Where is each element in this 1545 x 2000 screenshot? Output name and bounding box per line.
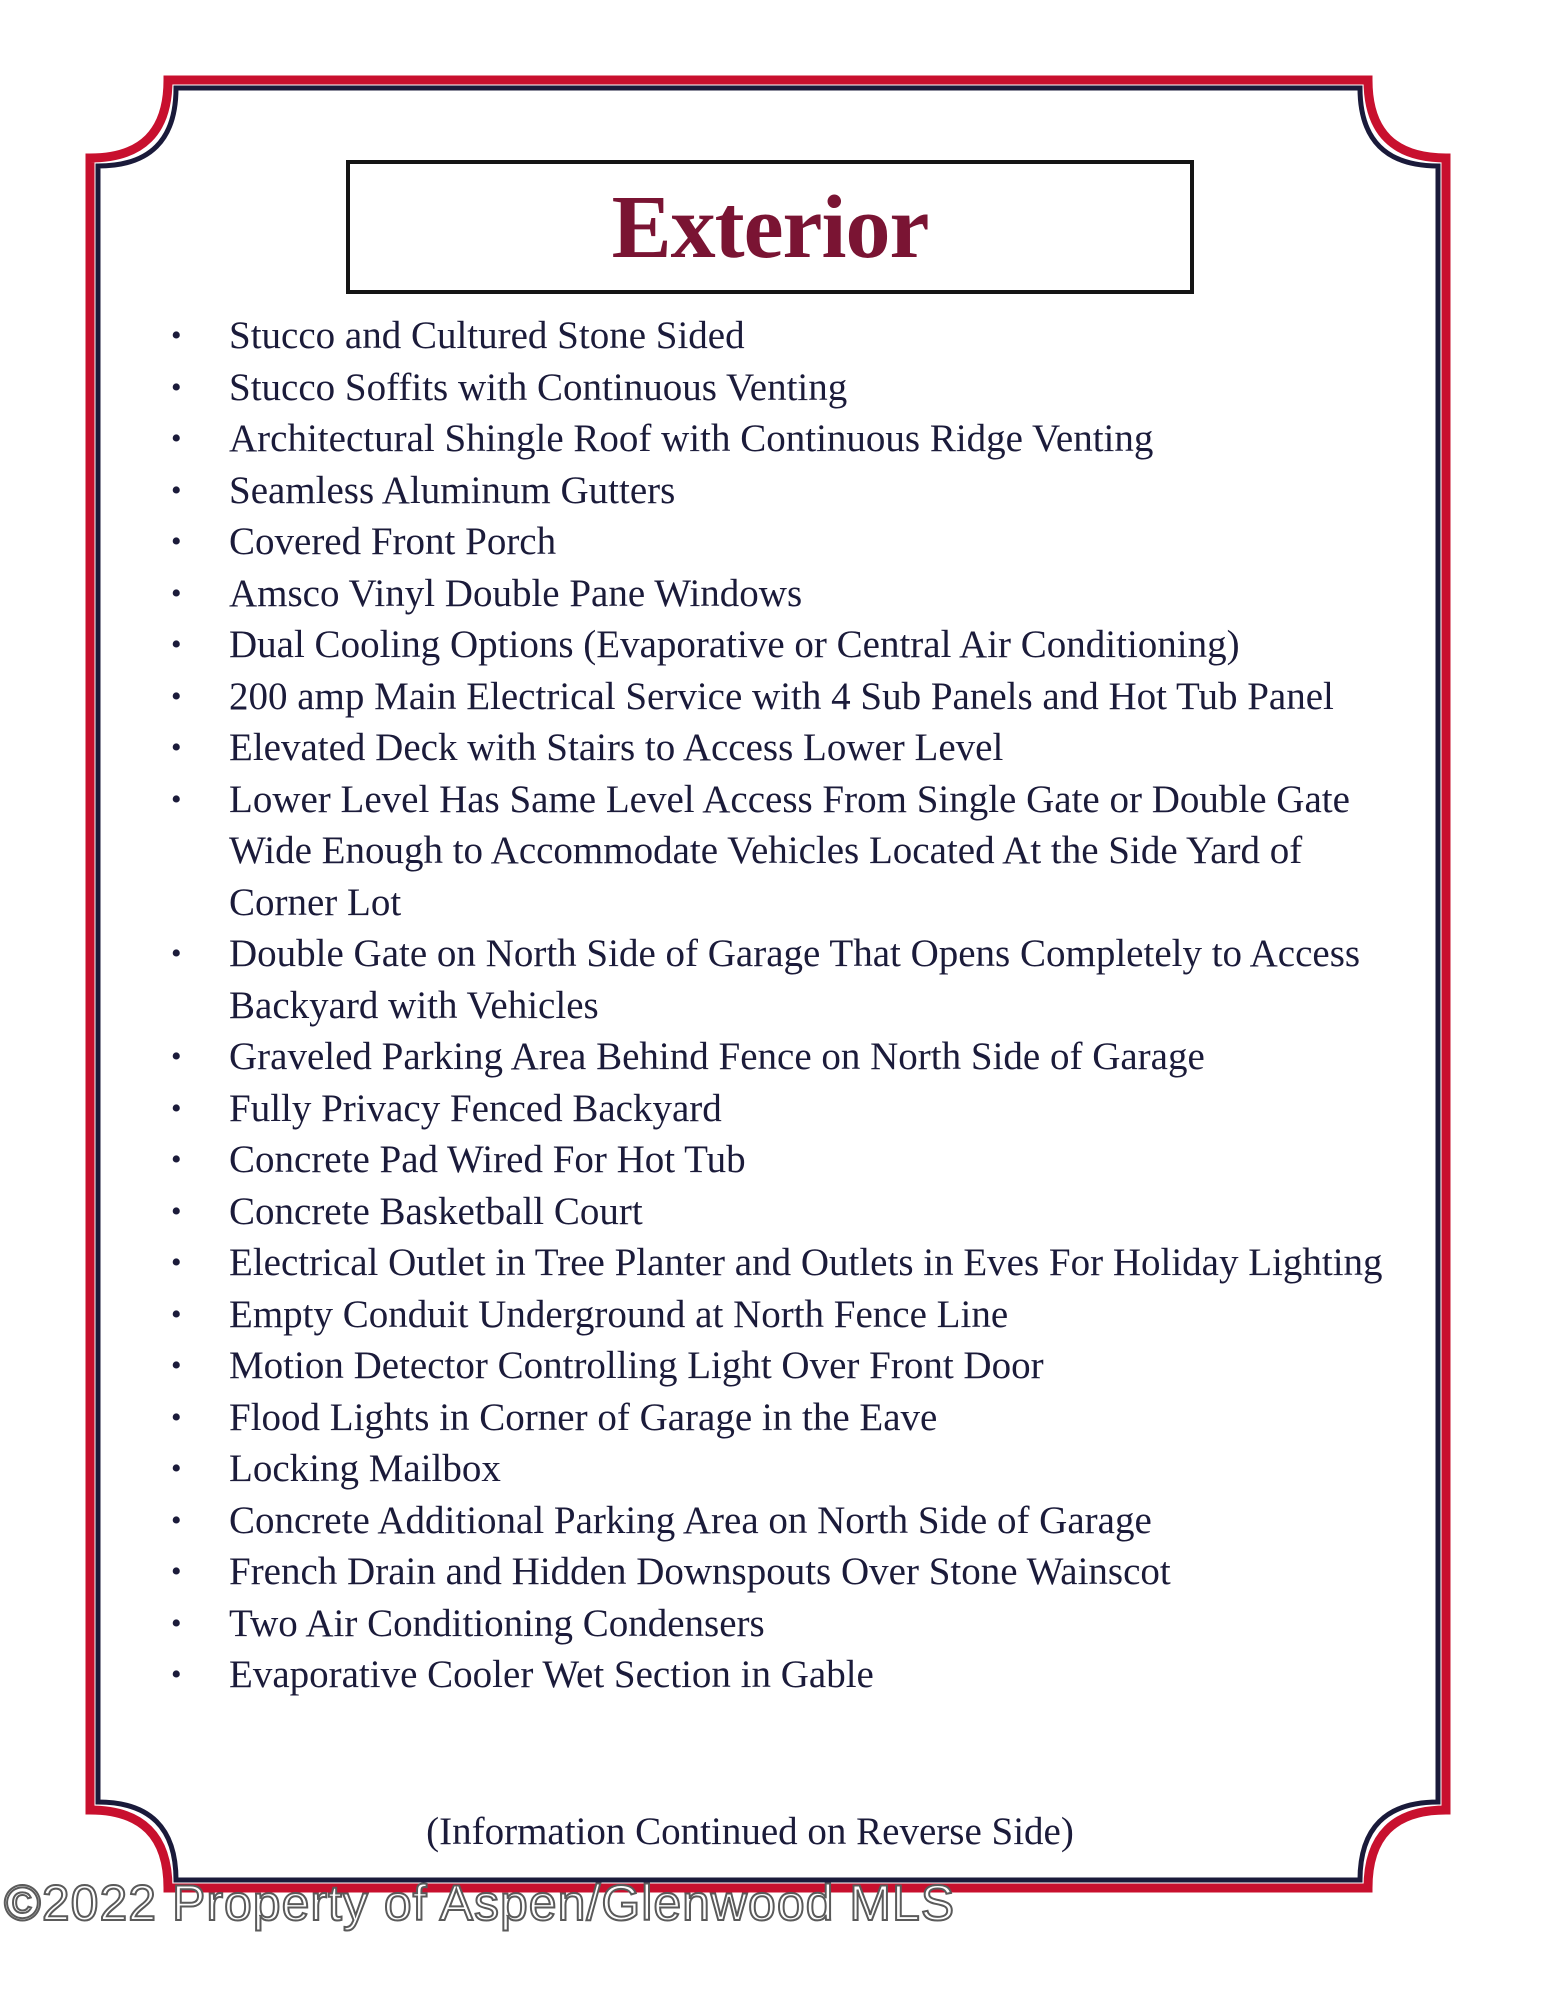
list-item-text: Electrical Outlet in Tree Planter and Outlets in Eves For Holiday Lighting <box>229 1241 1383 1284</box>
list-item-text: Elevated Deck with Stairs to Access Lower Level <box>229 726 1004 769</box>
list-item-text: Lower Level Has Same Level Access From Single Gate or Double Gate Wide Enough to Accommodate Vehicles Located At the Side Yard of Corner Lot <box>229 777 1350 924</box>
list-item <box>165 1340 1390 1392</box>
bullet-icon: • <box>171 1555 182 1588</box>
list-item <box>165 1134 1390 1186</box>
list-item <box>165 413 1390 465</box>
list-item-text: Evaporative Cooler Wet Section in Gable <box>229 1653 874 1696</box>
list-item <box>165 1392 1390 1444</box>
list-item-text: French Drain and Hidden Downspouts Over Stone Wainscot <box>229 1550 1171 1593</box>
bullet-icon: • <box>171 782 182 816</box>
bullet-icon: • <box>171 1297 182 1331</box>
bullet-icon: • <box>171 679 182 713</box>
list-item <box>165 774 1390 929</box>
bullet-icon: • <box>171 1349 182 1382</box>
list-item <box>165 1289 1390 1341</box>
list-item <box>165 1649 1390 1701</box>
bullet-icon: • <box>171 473 182 507</box>
list-item-text: Two Air Conditioning Condensers <box>229 1601 765 1645</box>
list-item <box>165 1186 1390 1238</box>
bullet-icon: • <box>171 1040 182 1073</box>
bullet-icon: • <box>171 370 182 404</box>
bullet-icon: • <box>171 1452 182 1485</box>
bullet-icon: • <box>171 1606 182 1640</box>
list-item-text: Stucco Soffits with Continuous Venting <box>229 365 848 409</box>
list-item-text: Dual Cooling Options (Evaporative or Central Air Conditioning) <box>229 623 1240 666</box>
page-title: Exterior <box>611 178 929 277</box>
bullet-icon: • <box>171 1400 182 1434</box>
list-item <box>165 465 1390 517</box>
bullet-icon: • <box>171 1246 182 1279</box>
list-item <box>165 1546 1390 1598</box>
bullet-icon: • <box>171 1143 182 1176</box>
list-item-text: Architectural Shingle Roof with Continuous Ridge Venting <box>229 417 1154 460</box>
bullet-icon: • <box>171 1658 182 1691</box>
list-item-text: Concrete Additional Parking Area on North Side of Garage <box>229 1498 1152 1542</box>
bullet-icon: • <box>171 1503 182 1537</box>
feature-list <box>165 310 1390 1701</box>
list-item <box>165 619 1390 671</box>
list-item-text: Empty Conduit Underground at North Fence Line <box>229 1292 1009 1336</box>
list-item-text: Concrete Basketball Court <box>229 1189 643 1233</box>
list-item-text: Fully Privacy Fenced Backyard <box>229 1086 722 1130</box>
list-item-text: Graveled Parking Area Behind Fence on North Side of Garage <box>229 1035 1205 1078</box>
list-item-text: Covered Front Porch <box>229 520 557 563</box>
list-item-text: Locking Mailbox <box>229 1447 501 1490</box>
list-item <box>165 310 1390 362</box>
list-item-text: Concrete Pad Wired For Hot Tub <box>229 1138 746 1181</box>
list-item-text: Double Gate on North Side of Garage That Opens Completely to Access Backyard with Vehicles <box>229 932 1361 1027</box>
bullet-icon: • <box>171 422 182 455</box>
list-item-text: 200 amp Main Electrical Service with 4 Sub Panels and Hot Tub Panel <box>229 674 1334 718</box>
list-item-text: Amsco Vinyl Double Pane Windows <box>229 571 803 615</box>
bullet-icon: • <box>171 576 182 610</box>
list-item-text: Seamless Aluminum Gutters <box>229 468 676 512</box>
list-item-text: Flood Lights in Corner of Garage in the Eave <box>229 1395 938 1439</box>
list-item <box>165 1031 1390 1083</box>
bullet-icon: • <box>171 731 182 764</box>
bullet-icon: • <box>171 319 182 352</box>
list-item <box>165 1237 1390 1289</box>
continued-note: (Information Continued on Reverse Side) <box>426 1810 1074 1853</box>
list-item-text: Motion Detector Controlling Light Over Front Door <box>229 1344 1044 1387</box>
list-item-text: Stucco and Cultured Stone Sided <box>229 314 745 357</box>
list-item <box>165 928 1390 1031</box>
list-item <box>165 1495 1390 1547</box>
bullet-icon: • <box>171 525 182 558</box>
list-item <box>165 516 1390 568</box>
bullet-icon: • <box>171 1194 182 1228</box>
list-item <box>165 362 1390 414</box>
title-box <box>346 160 1194 294</box>
list-item <box>165 1443 1390 1495</box>
list-item <box>165 1083 1390 1135</box>
watermark: ©2022 Property of Aspen/Glenwood MLS <box>4 1875 956 1931</box>
bullet-icon: • <box>171 937 182 970</box>
list-item <box>165 722 1390 774</box>
list-item <box>165 1598 1390 1650</box>
list-item <box>165 671 1390 723</box>
list-item <box>165 568 1390 620</box>
bullet-icon: • <box>171 628 182 661</box>
bullet-icon: • <box>171 1091 182 1125</box>
